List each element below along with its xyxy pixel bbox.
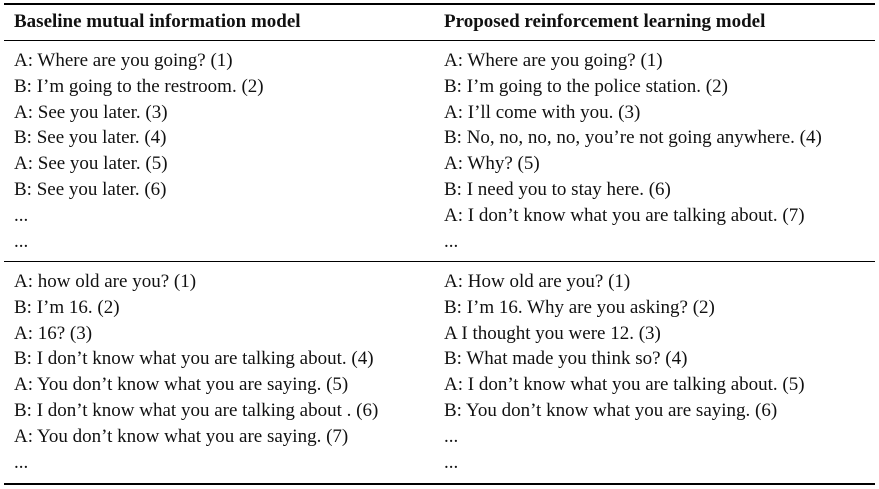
dialogue-line: ... <box>14 204 29 226</box>
dialogue-line: ... <box>444 230 459 252</box>
bottom-rule <box>4 483 875 485</box>
dialogue-line: A: Where are you going? (1) <box>444 50 663 71</box>
dialogue-line: B: I’m going to the police station. (2) <box>444 75 728 97</box>
dialogue-line: B: See you later. (4) <box>14 127 167 149</box>
dialogue-line: A: See you later. (5) <box>14 153 168 175</box>
dialogue-line: B: I’m going to the restroom. (2) <box>14 75 264 97</box>
dialogue-line: B: I’m 16. Why are you asking? (2) <box>444 296 715 318</box>
dialogue-line: A: Why? (5) <box>444 153 540 175</box>
dialogue-line: A I thought you were 12. (3) <box>444 322 661 344</box>
dialogue-line: A: How old are you? (1) <box>444 271 631 292</box>
dialogue-line: A: 16? (3) <box>14 322 93 344</box>
dialogue-line: B: I don’t know what you are talking about. (4) <box>14 348 374 370</box>
dialogue-line: A: I don’t know what you are talking about. (7) <box>444 204 805 226</box>
dialogue-line: ... <box>444 425 459 447</box>
dialogue-line: B: No, no, no, no, you’re not going anywhere. (4) <box>444 127 822 149</box>
dialogue-line: B: You don’t know what you are saying. (6) <box>444 399 778 421</box>
dialogue-line: A: I don’t know what you are talking about. (5) <box>444 374 805 396</box>
header-proposed: Proposed reinforcement learning model <box>444 11 766 32</box>
row1-baseline-cell <box>14 48 264 254</box>
dialogue-line: A: See you later. (3) <box>14 101 168 123</box>
top-rule <box>4 3 875 5</box>
dialogue-line: A: You don’t know what you are saying. (5) <box>14 374 349 396</box>
dialogue-line: A: Where are you going? (1) <box>14 50 233 71</box>
dialogue-line: ... <box>14 230 29 252</box>
dialogue-line: A: I’ll come with you. (3) <box>444 101 641 123</box>
row1-proposed-cell <box>444 48 822 254</box>
dialogue-line: B: See you later. (6) <box>14 178 167 200</box>
dialogue-line: A: You don’t know what you are saying. (7) <box>14 425 349 447</box>
header-baseline: Baseline mutual information model <box>14 11 301 32</box>
dialogue-line: B: I don’t know what you are talking about . (6) <box>14 399 379 421</box>
dialogue-line: B: What made you think so? (4) <box>444 348 688 370</box>
row2-proposed-cell <box>444 269 805 475</box>
dialogue-line: A: how old are you? (1) <box>14 271 197 292</box>
dialogue-line: B: I’m 16. (2) <box>14 296 120 318</box>
dialogue-line: ... <box>444 451 459 473</box>
row-divider <box>4 261 875 262</box>
row2-baseline-cell <box>14 269 378 475</box>
dialogue-line: ... <box>14 451 29 473</box>
dialogue-line: B: I need you to stay here. (6) <box>444 178 671 200</box>
header-rule <box>4 40 875 41</box>
